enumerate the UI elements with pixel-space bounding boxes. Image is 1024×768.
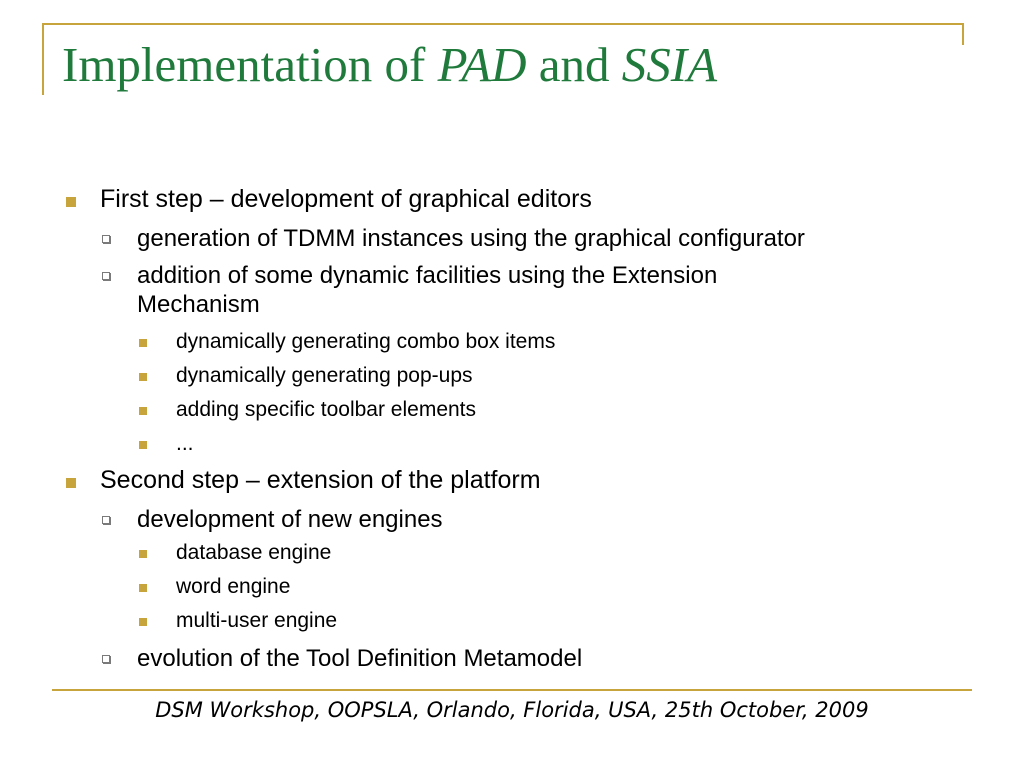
slide-footer: DSM Workshop, OOPSLA, Orlando, Florida, USA, 25th October, 2009 <box>155 698 869 722</box>
bullet-square-icon <box>66 478 76 488</box>
bullet-ellipsis: ... <box>176 432 194 455</box>
bullet-square-icon <box>139 550 147 558</box>
bullet-dynamic-facilities-line2: Mechanism <box>137 291 260 318</box>
bullet-combo-box-items: dynamically generating combo box items <box>176 330 556 353</box>
bullet-hollow-square-icon <box>102 235 110 243</box>
bullet-square-icon <box>139 339 147 347</box>
bullet-square-icon <box>139 373 147 381</box>
bullet-metamodel-evolution: evolution of the Tool Definition Metamodel <box>137 645 583 672</box>
bullet-square-icon <box>139 618 147 626</box>
title-pad: PAD <box>437 37 527 92</box>
bullet-hollow-square-icon <box>102 655 110 663</box>
bullet-square-icon <box>139 584 147 592</box>
bullet-first-step: First step – development of graphical editors <box>100 185 592 213</box>
bullet-square-icon <box>139 441 147 449</box>
frame-right-line <box>962 23 964 45</box>
title-prefix: Implementation of <box>62 37 438 92</box>
frame-top-line <box>42 23 964 25</box>
bullet-multi-user-engine: multi-user engine <box>176 609 338 632</box>
title-middle: and <box>526 37 622 92</box>
slide-title <box>62 38 717 92</box>
bullet-word-engine: word engine <box>176 575 291 598</box>
bullet-tdmm-instances: generation of TDMM instances using the graphical configurator <box>137 225 805 252</box>
bullet-square-icon <box>139 407 147 415</box>
bullet-new-engines: development of new engines <box>137 506 443 533</box>
bullet-hollow-square-icon <box>102 272 110 280</box>
bullet-square-icon <box>66 197 76 207</box>
bullet-dynamic-facilities-line1: addition of some dynamic facilities using the Extension <box>137 262 718 289</box>
bullet-hollow-square-icon <box>102 516 110 524</box>
frame-left-line <box>42 23 44 95</box>
bullet-pop-ups: dynamically generating pop-ups <box>176 364 473 387</box>
bullet-database-engine: database engine <box>176 541 332 564</box>
bullet-second-step: Second step – extension of the platform <box>100 466 541 494</box>
footer-divider <box>52 689 972 691</box>
bullet-toolbar-elements: adding specific toolbar elements <box>176 398 477 421</box>
title-ssia: SSIA <box>621 37 718 92</box>
